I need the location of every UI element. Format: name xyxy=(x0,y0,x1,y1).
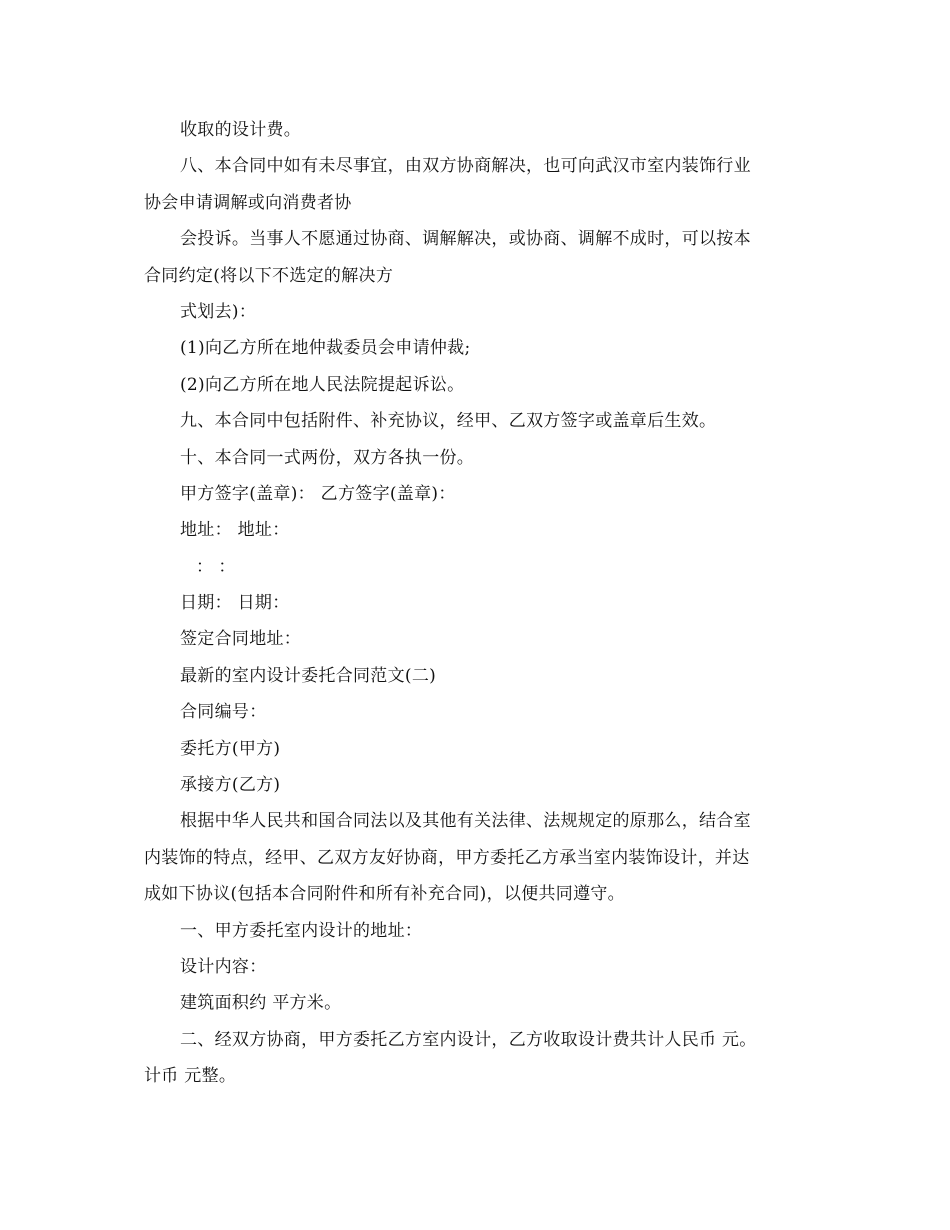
text-line: 收取的设计费。 xyxy=(180,120,302,140)
preamble-line: 成如下协议(包括本合同附件和所有补充合同)，以便共同遵守。 xyxy=(144,884,625,905)
document-body xyxy=(144,112,804,1095)
section-title: 最新的室内设计委托合同范文(二) xyxy=(180,665,437,686)
text-line: 合同约定(将以下不选定的解决方 xyxy=(144,265,394,286)
clause-10-line: 十、本合同一式两份，双方各执一份。 xyxy=(180,447,475,468)
text-line: 式划去)： xyxy=(180,301,257,322)
party-b-line: 承接方(乙方) xyxy=(180,775,281,796)
text-line: 会投诉。当事人不愿通过协商、调解解决，或协商、调解不成时，可以按本 xyxy=(180,229,751,250)
preamble-line: 内装饰的特点，经甲、乙双方友好协商，甲方委托乙方承当室内装饰设计，并达 xyxy=(144,847,750,868)
contract-number-line: 合同编号： xyxy=(180,702,267,723)
preamble-line: 根据中华人民共和国合同法以及其他有关法律、法规规定的原那么，结合室 xyxy=(180,811,751,832)
option-2-line: (2)向乙方所在地人民法院提起诉讼。 xyxy=(180,374,465,395)
clause-2-line: 二、经双方协商，甲方委托乙方室内设计，乙方收取设计费共计人民币 元。 xyxy=(180,1029,757,1050)
blank-colon-line: ： ： xyxy=(196,556,236,577)
address-line: 地址： 地址： xyxy=(180,520,290,541)
clause-9-line: 九、本合同中包括附件、补充协议，经甲、乙双方签字或盖章后生效。 xyxy=(180,411,717,432)
clause-8-line: 八、本合同中如有未尽事宜，由双方协商解决，也可向武汉市室内装饰行业 xyxy=(180,156,751,177)
party-a-line: 委托方(甲方) xyxy=(180,738,281,759)
signature-line: 甲方签字(盖章)： 乙方签字(盖章)： xyxy=(180,483,456,504)
signing-location-line: 签定合同地址： xyxy=(180,629,302,650)
text-line: 计币 元整。 xyxy=(144,1066,237,1087)
date-line: 日期： 日期： xyxy=(180,593,290,614)
area-line: 建筑面积约 平方米。 xyxy=(180,993,342,1014)
text-line: 协会申请调解或向消费者协 xyxy=(144,192,352,213)
clause-1-line: 一、甲方委托室内设计的地址： xyxy=(180,920,423,941)
option-1-line: (1)向乙方所在地仲裁委员会申请仲裁; xyxy=(180,338,471,359)
design-content-line: 设计内容： xyxy=(180,956,267,977)
